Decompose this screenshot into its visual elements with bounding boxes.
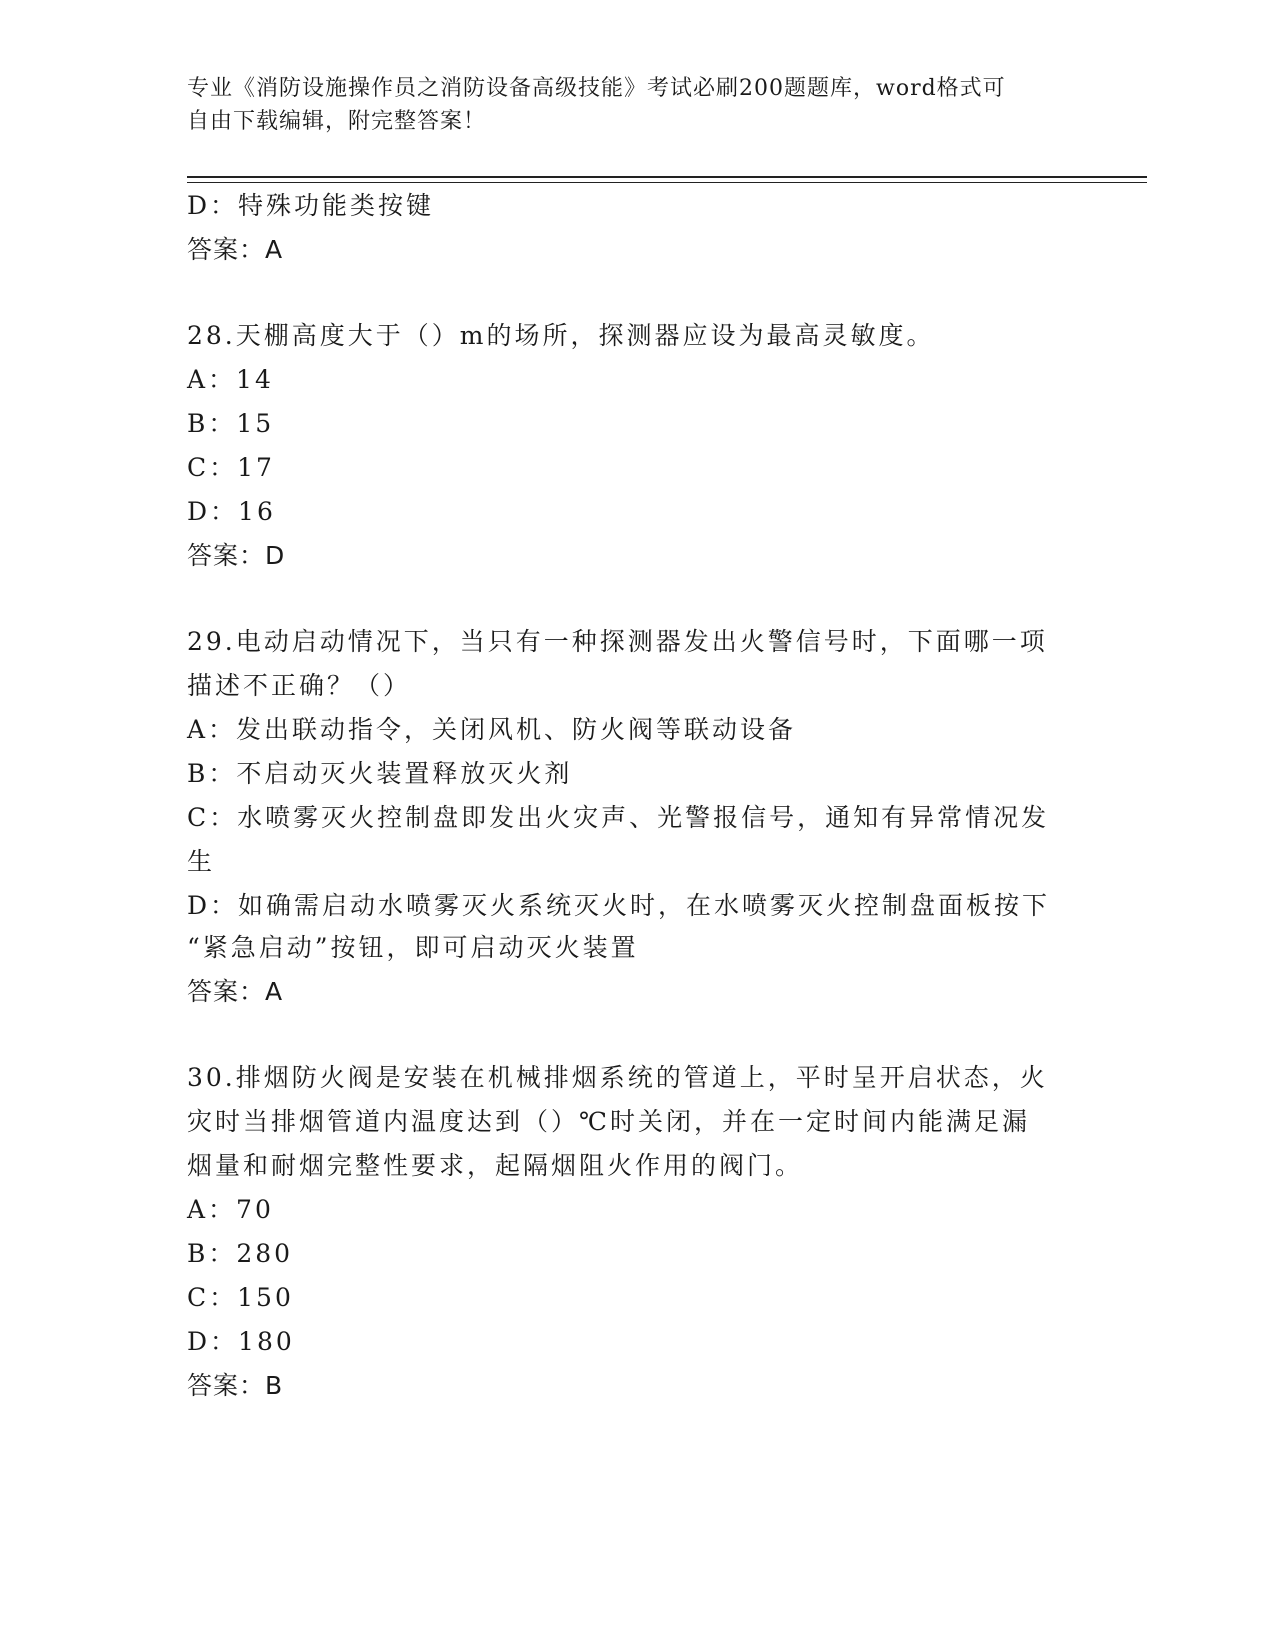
- header-rule-thick: [187, 176, 1147, 178]
- q29-option-c-line-1: C：水喷雾灭火控制盘即发出火灾声、光警报信号，通知有异常情况发: [187, 803, 1050, 832]
- q29-option-a: A：发出联动指令，关闭风机、防火阀等联动设备: [187, 715, 797, 744]
- q30-option-a: A：70: [187, 1195, 274, 1224]
- q29-option-d-line-1: D：如确需启动水喷雾灭火系统灭火时，在水喷雾灭火控制盘面板按下: [187, 891, 1051, 920]
- q28-option-b: B：15: [187, 409, 275, 438]
- q30-question-line-1: 30.排烟防火阀是安装在机械排烟系统的管道上，平时呈开启状态，火: [187, 1063, 1048, 1092]
- q29-question-line-2: 描述不正确？（）: [187, 671, 412, 700]
- q30-option-c: C：150: [187, 1283, 294, 1312]
- q28-option-a: A：14: [187, 365, 274, 394]
- q29-question-line-1: 29.电动启动情况下，当只有一种探测器发出火警信号时，下面哪一项: [187, 627, 1048, 656]
- q29-answer: 答案：A: [187, 977, 284, 1006]
- q29-option-d-line-2: “紧急启动”按钮，即可启动灭火装置: [187, 933, 639, 962]
- q28-question: 28.天棚高度大于（）m的场所，探测器应设为最高灵敏度。: [187, 321, 935, 350]
- q29-option-c-line-2: 生: [187, 847, 216, 876]
- q27-option-d: D：特殊功能类按键: [187, 191, 435, 220]
- q30-question-line-2: 灾时当排烟管道内温度达到（）℃时关闭，并在一定时间内能满足漏: [187, 1107, 1030, 1136]
- header-line-1: 专业《消防设施操作员之消防设备高级技能》考试必刷200题题库，word格式可: [187, 76, 1006, 101]
- q29-option-b: B：不启动灭火装置释放灭火剂: [187, 759, 573, 788]
- header-line-2: 自由下载编辑，附完整答案！: [187, 109, 487, 134]
- q28-answer: 答案：D: [187, 541, 286, 570]
- q27-answer: 答案：A: [187, 235, 284, 264]
- q30-question-line-3: 烟量和耐烟完整性要求，起隔烟阻火作用的阀门。: [187, 1151, 804, 1180]
- header-rule-thin: [187, 182, 1147, 183]
- page-header: [187, 72, 1087, 138]
- q30-answer: 答案：B: [187, 1371, 284, 1400]
- q30-option-b: B：280: [187, 1239, 294, 1268]
- q28-option-d: D：16: [187, 497, 276, 526]
- q30-option-d: D：180: [187, 1327, 295, 1356]
- q28-option-c: C：17: [187, 453, 275, 482]
